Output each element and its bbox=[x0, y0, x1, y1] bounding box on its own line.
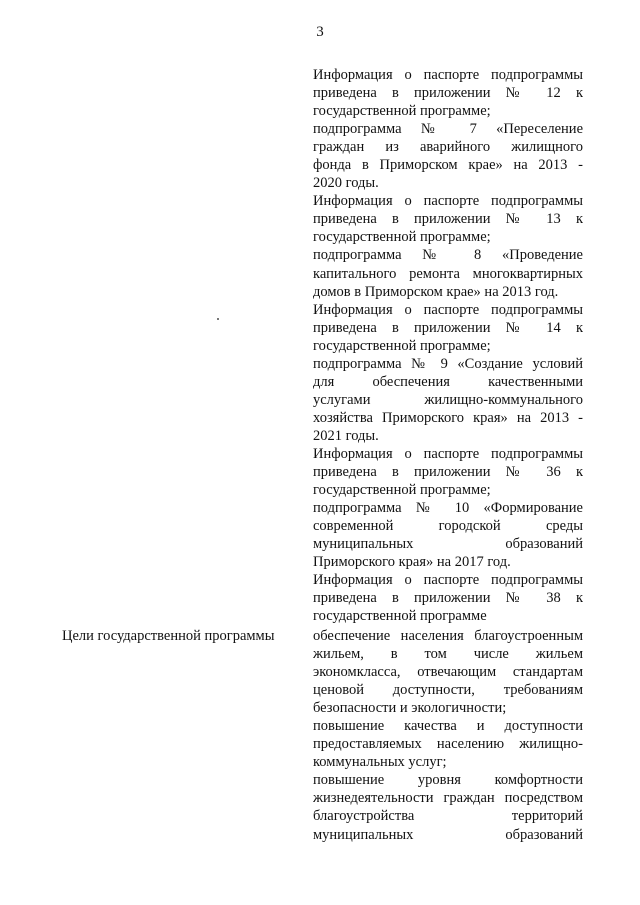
text-line: государственной программе; bbox=[313, 229, 491, 246]
text-line: приведена в приложении № 13 к bbox=[313, 211, 583, 228]
text-line: приведена в приложении № 36 к bbox=[313, 464, 583, 481]
text-line: государственной программе; bbox=[313, 482, 491, 499]
text-line: государственной программе bbox=[313, 608, 487, 625]
text-line: 2020 годы. bbox=[313, 175, 379, 192]
text-line: предоставляемых населению жилищно- bbox=[313, 736, 583, 753]
subprograms-text-block bbox=[313, 66, 583, 625]
text-line: подпрограмма № 10 «Формирование bbox=[313, 500, 583, 517]
text-line: жильем, в том числе жильем bbox=[313, 646, 583, 663]
goals-text-block bbox=[313, 627, 583, 844]
text-line: услугами жилищно-коммунального bbox=[313, 391, 583, 408]
text-line: благоустройства территорий bbox=[313, 808, 583, 825]
text-line: экономкласса, отвечающим стандартам bbox=[313, 664, 583, 681]
text-line: подпрограмма № 9 «Создание условий bbox=[313, 355, 583, 372]
text-line: ценовой доступности, требованиям bbox=[313, 682, 583, 699]
text-line: повышение уровня комфортности bbox=[313, 772, 583, 789]
text-line: Информация о паспорте подпрограммы bbox=[313, 301, 583, 318]
text-line: Информация о паспорте подпрограммы bbox=[313, 572, 583, 589]
text-line: домов в Приморском крае» на 2013 год. bbox=[313, 283, 559, 300]
text-line: хозяйства Приморского края» на 2013 - bbox=[313, 409, 583, 426]
scan-speck bbox=[217, 318, 219, 320]
text-line: Информация о паспорте подпрограммы bbox=[313, 193, 583, 210]
text-line: Информация о паспорте подпрограммы bbox=[313, 67, 583, 83]
text-line: приведена в приложении № 14 к bbox=[313, 319, 583, 336]
text-line: коммунальных услуг; bbox=[313, 754, 447, 771]
text-line: приведена в приложении № 38 к bbox=[313, 590, 583, 607]
text-line: современной городской среды bbox=[313, 518, 583, 535]
text-line: Приморского края» на 2017 год. bbox=[313, 554, 511, 571]
text-line: фонда в Приморском крае» на 2013 - bbox=[313, 157, 583, 174]
text-line: приведена в приложении № 12 к bbox=[313, 85, 583, 102]
text-line: Информация о паспорте подпрограммы bbox=[313, 445, 583, 462]
text-line: капитального ремонта многоквартирных bbox=[313, 265, 583, 282]
text-line: государственной программе; bbox=[313, 103, 491, 120]
text-line: повышение качества и доступности bbox=[313, 718, 583, 735]
page-number: 3 bbox=[316, 24, 324, 40]
text-line: обеспечение населения благоустроенным bbox=[313, 628, 583, 644]
text-line: подпрограмма № 7 «Переселение bbox=[313, 121, 583, 138]
text-line: 2021 годы. bbox=[313, 427, 379, 444]
text-line: муниципальных образований bbox=[313, 536, 583, 553]
text-line: для обеспечения качественными bbox=[313, 373, 583, 390]
goals-label: Цели государственной программы bbox=[62, 628, 275, 644]
text-line: граждан из аварийного жилищного bbox=[313, 139, 583, 156]
text-line: жизнедеятельности граждан посредством bbox=[313, 790, 583, 807]
text-line: подпрограмма № 8 «Проведение bbox=[313, 247, 583, 264]
text-line: муниципальных образований bbox=[313, 826, 583, 843]
text-line: безопасности и экологичности; bbox=[313, 700, 507, 717]
text-line: государственной программе; bbox=[313, 337, 491, 354]
